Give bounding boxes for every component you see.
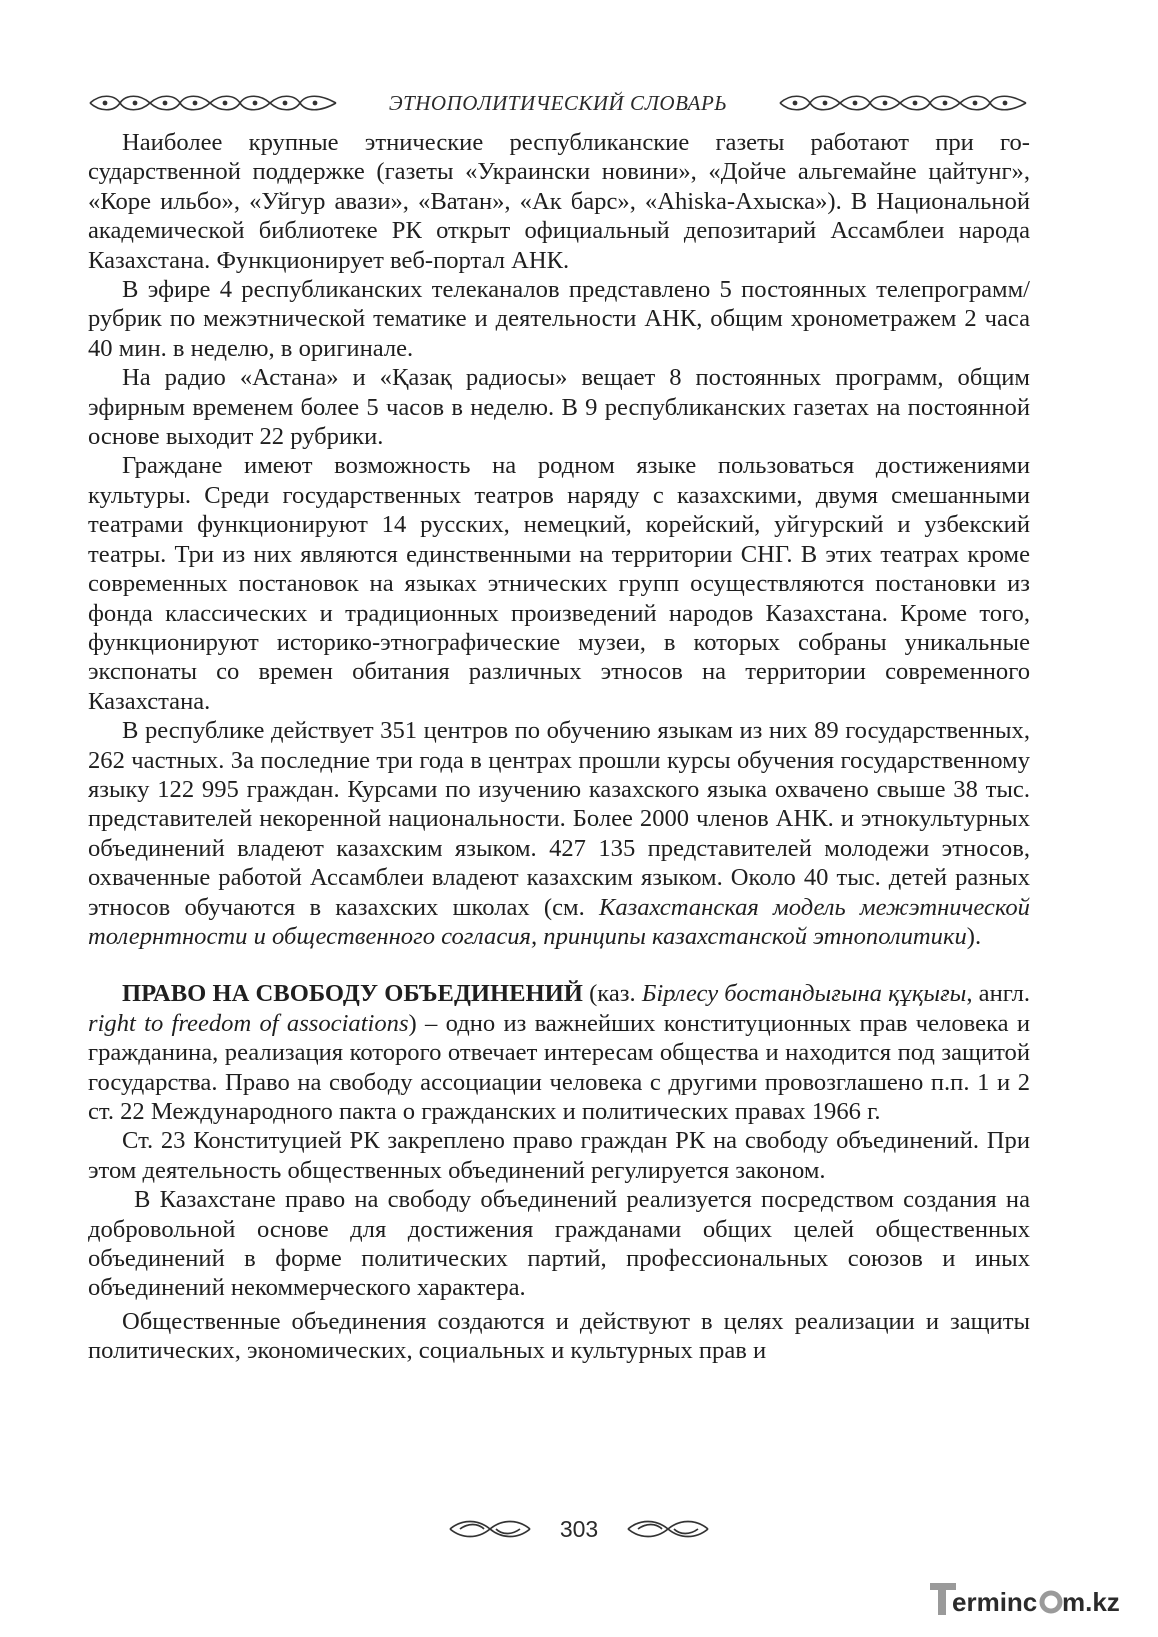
page-body xyxy=(88,128,1030,1366)
termincom-watermark-logo xyxy=(928,1577,1134,1623)
page-header xyxy=(88,88,1028,118)
paragraph-kazakhstan-associations: В Казахстане право на свободу объединений реализуется посредством создания на добровольной основе для достижения гражданами общих целей общественных объединений в форме политических партий, профессиональных союзов и иных объединений некоммерческого характера. xyxy=(88,1186,1030,1302)
paragraph-public-associations: Общественные объединения создаются и действуют в целях реализации и защиты политических, экономических, социальных и культурных прав и xyxy=(88,1307,1030,1365)
swirl-ornament-right-icon xyxy=(626,1516,710,1542)
running-header-title: ЭТНОПОЛИТИЧЕСКИЙ СЛОВАРЬ xyxy=(388,90,728,115)
entry-mid: , англ. xyxy=(966,980,1031,1008)
ornament-left-icon xyxy=(88,92,338,114)
entry-kazakh-term: Бірлесу бостандығына құқығы xyxy=(641,980,967,1008)
ornament-right-icon xyxy=(778,92,1028,114)
language-centers-text: В республике действует 351 центров по обучению языкам из них 89 государственных, 262 частных. За последние три года в центрах прошли курсы обучения государственному языку 122 995 граждан. Курсами по изучению казахского языка охвачено свыше 38 тыс. представителей некоренной национальности. Более 2000 членов АНК. и этнокультурных объединений владеют казахским языком. 427 135 представителей молодежи этносов, охваченные работой Ассамблеи владеют казахским языком. Около 40 тыс. детей разных этносов обучаются в казахских школах (см. xyxy=(88,717,1030,921)
paragraph-newspapers: Наиболее крупные этнические республиканские газеты работают при государственной поддержке (газеты «Украински новини», «Дойче альгемайне цайтунг», «Коре ильбо», «Уйгур авази», «Ватан», «Ак барс», «Ahiska-Ахыска»). В Национальной академической библиотеке РК открыт официальный депозитарий Ассамблеи народа Казахстана. Функционирует веб-портал АНК. xyxy=(88,129,1030,274)
svg-text:m.kz: m.kz xyxy=(1062,1587,1120,1617)
entry-term: ПРАВО НА СВОБОДУ ОБЪЕДИНЕНИЙ xyxy=(122,980,583,1008)
entry-english-term: right to freedom of associations xyxy=(88,1009,409,1037)
dictionary-entry xyxy=(88,979,1030,1126)
paragraph-constitution: Ст. 23 Конституцией РК закреплено право граждан РК на свободу объединений. Пpи этом деятельность общественных объединений регулируется законом. xyxy=(88,1127,1030,1184)
paragraph-language-centers xyxy=(88,716,1030,951)
cross-reference-close: ). xyxy=(966,922,982,950)
svg-text:erminc: erminc xyxy=(952,1587,1038,1617)
page-number: 303 xyxy=(559,1515,599,1542)
page-footer xyxy=(0,1511,1158,1547)
paragraph-radio: На радио «Астана» и «Қазақ радиосы» вещает 8 постоянных программ, общим эфирным временем более 5 часов в неделю. В 9 республиканских газетах на постоянной основе выходит 22 рубрики. xyxy=(88,364,1030,451)
entry-open: (каз. xyxy=(582,980,642,1008)
paragraph-culture: Граждане имеют возможность на родном языке пользоваться достижениями культуры. Среди государственных театров наряду с казахскими, двумя смешанными театрами функционируют 14 русских, немецкий, корейский, уйгурский и узбекский театры. Три из них являются единственными на территории СНГ. В этих театрах кроме современных постановок на языках этнических групп осуществляются постановки из фонда классических и традиционных произведений народов Казахстана. Кроме того, функционируют историко-этнографические музеи, в которых собраны уникальные экспонаты со времен обитания различных этносов на территории современного Казахстана. xyxy=(88,452,1030,715)
swirl-ornament-left-icon xyxy=(448,1516,532,1542)
entry-definition: ) – одно из важнейших конституционных прав человека и гражданина, реализация которого отвечает интересам общества и находится под защитой государства. Право на свободу ассоциации человека с другими провозглашено п.п. 1 и 2 ст. 22 Международного пакта о гражданских и политических правах 1966 г. xyxy=(88,1009,1030,1125)
paragraph-tv: В эфире 4 республиканских телеканалов представлено 5 постоянных телепрограмм/рубрик по межэтнической тематике и деятельности АНК, общим хронометражем 2 часа 40 мин. в неделю, в оригинале. xyxy=(88,276,1030,362)
cross-reference: Казахстанская модель межэтнической толернтности и общественного согласия, принципы казахстанской этнополитики xyxy=(88,893,1030,950)
